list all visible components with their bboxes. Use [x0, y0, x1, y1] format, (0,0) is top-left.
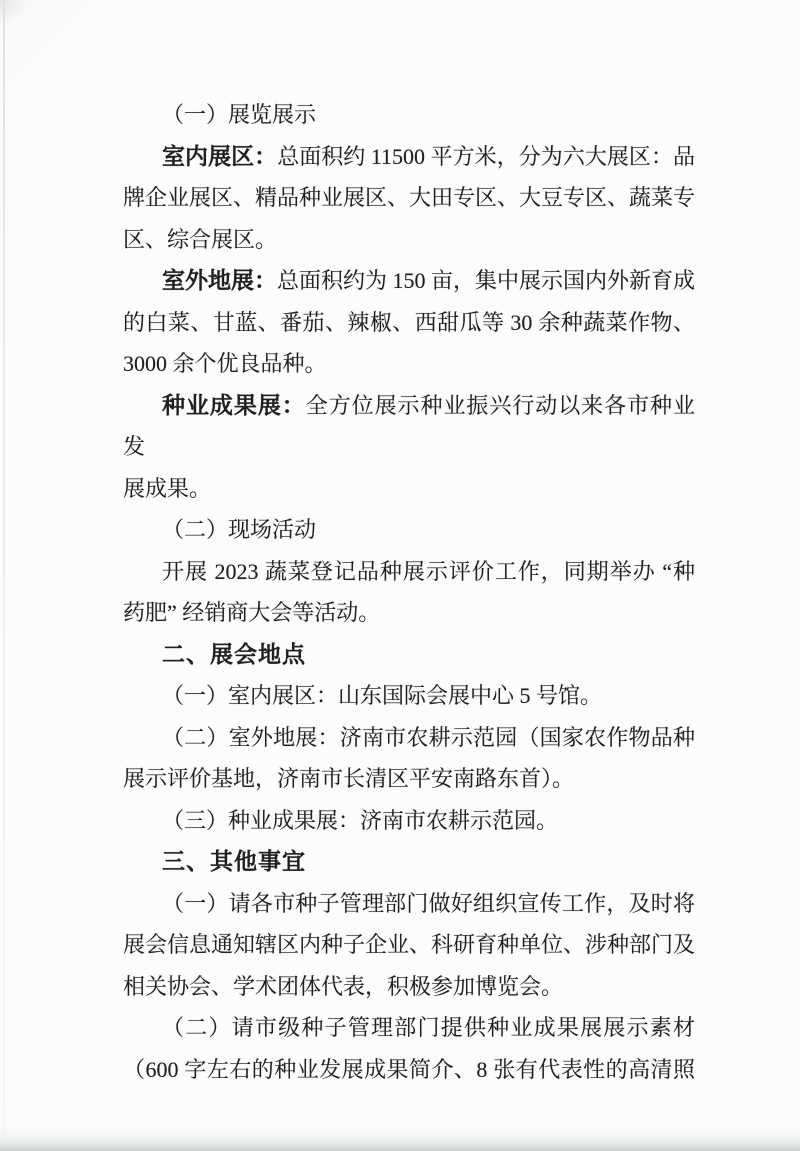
- paragraph: [123, 841, 695, 883]
- line-lead-bold: 室内展区：: [162, 142, 278, 169]
- paragraph: [123, 800, 695, 842]
- paragraph: [123, 94, 695, 136]
- document-line: [123, 1049, 695, 1091]
- line-text: 展成果。: [123, 475, 212, 501]
- line-text: 开展 2023 蔬菜登记品种展示评价工作，同期举办 “种: [162, 558, 695, 584]
- scan-left-edge: [3, 0, 5, 1137]
- line-text: 三、其他事宜: [162, 848, 306, 874]
- line-text: 展会信息通知辖区内种子企业、科研育种单位、涉种部门及: [123, 932, 696, 957]
- paragraph: [123, 717, 695, 800]
- line-text: （600 字左右的种业发展成果简介、8 张有代表性的高清照: [123, 1056, 695, 1082]
- paragraph: [123, 1007, 695, 1090]
- paragraph: [123, 136, 695, 261]
- document-line: [123, 758, 695, 800]
- line-text: 展示评价基地，济南市长清区平安南路东首）。: [123, 766, 575, 791]
- line-text: （一）展览展示: [162, 102, 317, 127]
- paragraph: [123, 551, 695, 634]
- line-text: （一）室内展区：山东国际会展中心 5 号馆。: [162, 683, 603, 708]
- paragraph: [123, 675, 695, 717]
- line-text: （三）种业成果展：济南市农耕示范园。: [162, 807, 559, 833]
- paragraph: [123, 260, 695, 385]
- line-text: 的白菜、甘蓝、番茄、辣椒、西甜瓜等 30 余种蔬菜作物、: [123, 309, 695, 335]
- line-text: （二）现场活动: [162, 517, 317, 542]
- paragraph: [123, 883, 695, 1008]
- document-line: [123, 509, 695, 551]
- line-text: 区、综合展区。: [123, 226, 278, 252]
- document-line: [123, 385, 695, 468]
- document-line: [123, 260, 695, 302]
- line-lead-bold: 室外地展：: [162, 267, 277, 293]
- document-line: [123, 800, 695, 842]
- document-line: [123, 136, 695, 178]
- document-line: [123, 94, 695, 136]
- document-line: [123, 966, 695, 1008]
- document-body: [123, 94, 695, 1090]
- document-line: [123, 924, 695, 966]
- scan-bottom-edge: [0, 1127, 800, 1151]
- document-line: [123, 343, 695, 385]
- document-line: [123, 675, 695, 717]
- line-text: 相关协会、学术团体代表，积极参加博览会。: [123, 973, 564, 999]
- line-text: （一）请各市种子管理部门做好组织宣传工作，及时将: [162, 890, 695, 916]
- document-line: [123, 1007, 695, 1049]
- section-heading: [123, 841, 695, 883]
- line-text: 药肥” 经销商大会等活动。: [123, 600, 381, 625]
- section-heading: [123, 634, 695, 676]
- document-line: [123, 468, 695, 510]
- line-text: （二）请市级种子管理部门提供种业成果展展示素材: [162, 1015, 695, 1040]
- paragraph: [123, 509, 695, 551]
- paragraph: [123, 634, 695, 676]
- line-text: 总面积约 11500 平方米，分为六大展区：品: [277, 143, 696, 169]
- document-line: [123, 551, 695, 593]
- line-text: 全方位展示种业振兴行动以来各市种业发: [123, 392, 695, 459]
- document-line: [123, 592, 695, 634]
- line-text: 3000 余个优良品种。: [123, 351, 327, 376]
- line-text: （二）室外地展：济南市农耕示范园（国家农作物品种: [162, 724, 695, 750]
- paragraph: [123, 385, 695, 510]
- document-line: [123, 717, 695, 759]
- line-lead-bold: 种业成果展：: [162, 391, 306, 418]
- document-line: [123, 883, 695, 925]
- line-text: 牌企业展区、精品种业展区、大田专区、大豆专区、蔬菜专: [123, 185, 696, 210]
- line-text: 二、展会地点: [162, 640, 306, 667]
- document-line: [123, 177, 695, 219]
- document-line: [123, 302, 695, 344]
- document-line: [123, 219, 695, 261]
- line-text: 总面积约为 150 亩，集中展示国内外新育成: [277, 268, 696, 293]
